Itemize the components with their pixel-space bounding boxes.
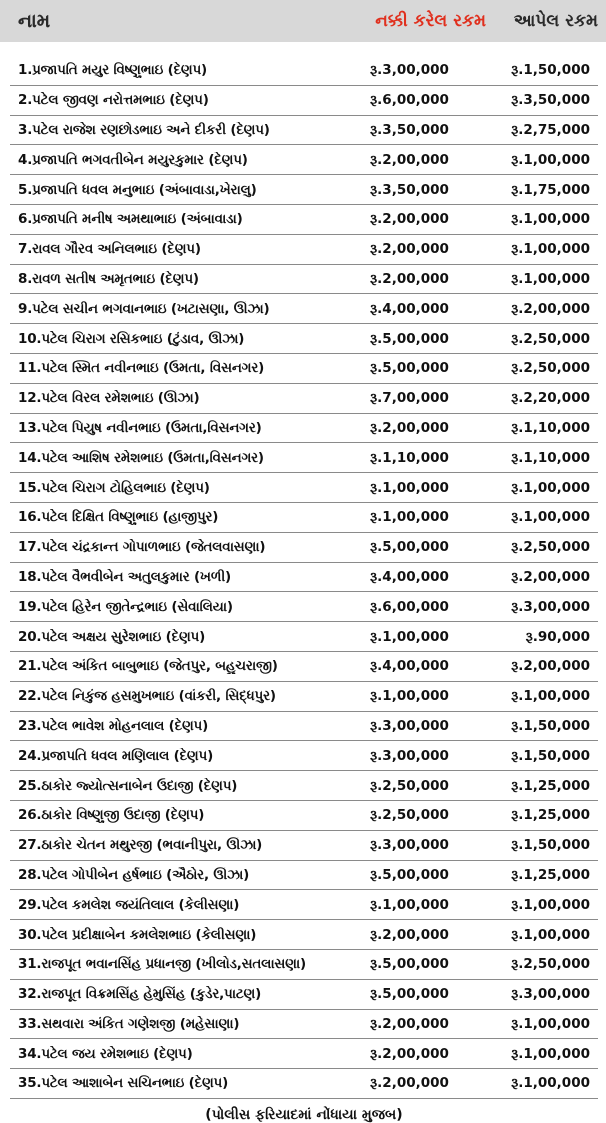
row-name: 11.પટેલ સ્મિત નવીનભાઇ (ઉમતા, વિસનગર) bbox=[18, 360, 265, 377]
table-row bbox=[10, 801, 598, 831]
table-row bbox=[10, 1010, 598, 1040]
row-name: 30.પટેલ પ્રદીક્ષાબેન કમલેશભાઇ (કેલીસણા) bbox=[18, 926, 257, 943]
row-name: 32.રાજપૂત વિક્રમસિંહ હેમુસિંહ (કુડેર,પાટણ) bbox=[18, 986, 262, 1003]
row-name: 33.સથવારા અંકિત ગણેશજી (મહેસાણા) bbox=[18, 1015, 240, 1032]
row-fixed-amount: રૂ.3,00,000 bbox=[370, 747, 449, 764]
row-fixed-amount: રૂ.3,00,000 bbox=[370, 837, 449, 854]
row-paid-amount: રૂ.1,00,000 bbox=[511, 270, 590, 287]
row-name: 24.પ્રજાપતિ ધવલ મણિલાલ (દેણપ) bbox=[18, 747, 214, 764]
row-paid-amount: રૂ.1,00,000 bbox=[511, 211, 590, 228]
row-paid-amount: રૂ.3,00,000 bbox=[511, 986, 590, 1003]
row-name: 4.પ્રજાપતિ ભગવતીબેન મયુરકુમાર (દેણપ) bbox=[18, 151, 248, 168]
table-row bbox=[10, 116, 598, 146]
row-name: 7.રાવલ ગૌરવ અનિલભાઇ (દેણપ) bbox=[18, 241, 201, 258]
row-fixed-amount: રૂ.2,00,000 bbox=[370, 926, 449, 943]
table-row bbox=[10, 324, 598, 354]
table-body bbox=[10, 56, 598, 1099]
row-paid-amount: રૂ.2,50,000 bbox=[511, 330, 590, 347]
row-paid-amount: રૂ.1,00,000 bbox=[511, 479, 590, 496]
row-name: 13.પટેલ પિયુષ નવીનભાઇ (ઉમતા,વિસનગર) bbox=[18, 419, 262, 436]
row-paid-amount: રૂ.1,00,000 bbox=[511, 1045, 590, 1062]
row-paid-amount: રૂ.1,10,000 bbox=[511, 419, 590, 436]
table-row bbox=[10, 503, 598, 533]
row-fixed-amount: રૂ.3,00,000 bbox=[370, 717, 449, 734]
row-paid-amount: રૂ.90,000 bbox=[525, 628, 590, 645]
row-name: 2.પટેલ જીવણ નરોત્તમભાઇ (દેણપ) bbox=[18, 92, 209, 109]
table-row bbox=[10, 741, 598, 771]
row-paid-amount: રૂ.1,75,000 bbox=[511, 181, 590, 198]
table-row bbox=[10, 1039, 598, 1069]
row-name: 34.પટેલ જય રમેશભાઇ (દેણપ) bbox=[18, 1045, 193, 1062]
table-row bbox=[10, 414, 598, 444]
row-fixed-amount: રૂ.2,00,000 bbox=[370, 270, 449, 287]
row-fixed-amount: રૂ.5,00,000 bbox=[370, 330, 449, 347]
table-row bbox=[10, 384, 598, 414]
row-paid-amount: રૂ.2,00,000 bbox=[511, 658, 590, 675]
header-paid-amount: આપેલ રકમ bbox=[513, 11, 598, 31]
row-fixed-amount: રૂ.1,00,000 bbox=[370, 896, 449, 913]
table-row bbox=[10, 682, 598, 712]
row-name: 1.પ્રજાપતિ મયુર વિષ્ણુભાઇ (દેણપ) bbox=[18, 62, 208, 79]
row-name: 15.પટેલ ચિરાગ ટોહિલભાઇ (દેણપ) bbox=[18, 479, 210, 496]
row-fixed-amount: રૂ.5,00,000 bbox=[370, 360, 449, 377]
table-row bbox=[10, 1069, 598, 1099]
table-row bbox=[10, 592, 598, 622]
row-fixed-amount: રૂ.5,00,000 bbox=[370, 986, 449, 1003]
row-paid-amount: રૂ.1,00,000 bbox=[511, 1075, 590, 1092]
row-paid-amount: રૂ.1,00,000 bbox=[511, 151, 590, 168]
row-name: 17.પટેલ ચંદ્રકાન્ત ગોપાળભાઇ (જેતલવાસણા) bbox=[18, 539, 266, 556]
table-row bbox=[10, 980, 598, 1010]
row-fixed-amount: રૂ.4,00,000 bbox=[370, 568, 449, 585]
row-fixed-amount: રૂ.1,10,000 bbox=[370, 449, 449, 466]
row-fixed-amount: રૂ.4,00,000 bbox=[370, 658, 449, 675]
row-fixed-amount: રૂ.1,00,000 bbox=[370, 509, 449, 526]
row-fixed-amount: રૂ.1,00,000 bbox=[370, 479, 449, 496]
row-name: 16.પટેલ દિક્ષિત વિષ્ણુભાઇ (હાજીપુર) bbox=[18, 509, 219, 526]
row-paid-amount: રૂ.1,50,000 bbox=[511, 717, 590, 734]
row-paid-amount: રૂ.2,50,000 bbox=[511, 360, 590, 377]
table-row bbox=[10, 533, 598, 563]
row-fixed-amount: રૂ.2,00,000 bbox=[370, 211, 449, 228]
table-row bbox=[10, 950, 598, 980]
table-row bbox=[10, 265, 598, 295]
row-paid-amount: રૂ.1,10,000 bbox=[511, 449, 590, 466]
table-row bbox=[10, 205, 598, 235]
row-fixed-amount: રૂ.2,50,000 bbox=[370, 777, 449, 794]
table-row bbox=[10, 235, 598, 265]
table-row bbox=[10, 712, 598, 742]
row-fixed-amount: રૂ.5,00,000 bbox=[370, 956, 449, 973]
row-fixed-amount: રૂ.3,50,000 bbox=[370, 181, 449, 198]
row-paid-amount: રૂ.2,50,000 bbox=[511, 956, 590, 973]
row-name: 20.પટેલ અક્ષય સુરેશભાઇ (દેણપ) bbox=[18, 628, 206, 645]
row-fixed-amount: રૂ.2,00,000 bbox=[370, 1045, 449, 1062]
row-fixed-amount: રૂ.5,00,000 bbox=[370, 539, 449, 556]
row-name: 28.પટેલ ગોપીબેન હર્ષભાઇ (ઐઠોર, ઊંઝા) bbox=[18, 866, 250, 883]
row-fixed-amount: રૂ.5,00,000 bbox=[370, 866, 449, 883]
row-fixed-amount: રૂ.2,00,000 bbox=[370, 151, 449, 168]
row-fixed-amount: રૂ.3,00,000 bbox=[370, 62, 449, 79]
table-row bbox=[10, 890, 598, 920]
header-name: નામ bbox=[18, 10, 51, 32]
row-fixed-amount: રૂ.2,00,000 bbox=[370, 241, 449, 258]
row-paid-amount: રૂ.1,25,000 bbox=[511, 807, 590, 824]
row-paid-amount: રૂ.1,00,000 bbox=[511, 1015, 590, 1032]
row-name: 6.પ્રજાપતિ મનીષ અમથાભાઇ (અંબાવાડા) bbox=[18, 211, 243, 228]
row-paid-amount: રૂ.2,50,000 bbox=[511, 539, 590, 556]
row-paid-amount: રૂ.1,50,000 bbox=[511, 837, 590, 854]
row-name: 5.પ્રજાપતિ ધવલ મનુભાઇ (અંબાવાડા,ખેરાલુ) bbox=[18, 181, 257, 198]
row-name: 19.પટેલ હિરેન જીતેન્દ્રભાઇ (સેવાલિયા) bbox=[18, 598, 233, 615]
table-row bbox=[10, 771, 598, 801]
row-name: 29.પટેલ કમલેશ જયંતિલાલ (કેલીસણા) bbox=[18, 896, 240, 913]
row-fixed-amount: રૂ.4,00,000 bbox=[370, 300, 449, 317]
table-row bbox=[10, 56, 598, 86]
row-fixed-amount: રૂ.3,50,000 bbox=[370, 121, 449, 138]
row-paid-amount: રૂ.2,00,000 bbox=[511, 568, 590, 585]
table-row bbox=[10, 831, 598, 861]
row-name: 23.પટેલ ભાવેશ મોહનલાલ (દેણપ) bbox=[18, 717, 209, 734]
row-name: 25.ઠાકોર જ્યોત્સનાબેન ઉદાજી (દેણપ) bbox=[18, 777, 238, 794]
row-paid-amount: રૂ.1,00,000 bbox=[511, 509, 590, 526]
table-row bbox=[10, 861, 598, 891]
row-paid-amount: રૂ.1,00,000 bbox=[511, 926, 590, 943]
table-row bbox=[10, 920, 598, 950]
row-name: 12.પટેલ વિરલ રમેશભાઇ (ઊંઝા) bbox=[18, 390, 200, 407]
table-header bbox=[0, 0, 606, 42]
row-fixed-amount: રૂ.2,00,000 bbox=[370, 1015, 449, 1032]
row-paid-amount: રૂ.1,00,000 bbox=[511, 241, 590, 258]
table-row bbox=[10, 622, 598, 652]
row-paid-amount: રૂ.1,25,000 bbox=[511, 866, 590, 883]
header-fixed-amount: નક્કી કરેલ રકમ bbox=[375, 11, 486, 31]
row-paid-amount: રૂ.3,50,000 bbox=[511, 92, 590, 109]
table-row bbox=[10, 145, 598, 175]
row-paid-amount: રૂ.1,00,000 bbox=[511, 896, 590, 913]
row-name: 3.પટેલ રાજેશ રણછોડભાઇ અને દીકરી (દેણપ) bbox=[18, 121, 270, 138]
table-row bbox=[10, 443, 598, 473]
row-fixed-amount: રૂ.2,00,000 bbox=[370, 1075, 449, 1092]
table-row bbox=[10, 473, 598, 503]
row-paid-amount: રૂ.2,75,000 bbox=[511, 121, 590, 138]
row-name: 8.રાવળ સતીષ અમૃતભાઇ (દેણપ) bbox=[18, 270, 199, 287]
footer-note: (પોલીસ ફરિયાદમાં નોંધાયા મુજબ) bbox=[205, 1106, 403, 1123]
row-paid-amount: રૂ.1,50,000 bbox=[511, 62, 590, 79]
table-row bbox=[10, 652, 598, 682]
table-row bbox=[10, 563, 598, 593]
row-fixed-amount: રૂ.1,00,000 bbox=[370, 688, 449, 705]
row-fixed-amount: રૂ.7,00,000 bbox=[370, 390, 449, 407]
row-fixed-amount: રૂ.2,50,000 bbox=[370, 807, 449, 824]
row-paid-amount: રૂ.2,00,000 bbox=[511, 300, 590, 317]
row-name: 31.રાજપૂત ભવાનસિંહ પ્રધાનજી (ખીલોડ,સતલાસણા) bbox=[18, 956, 307, 973]
row-name: 18.પટેલ વૈભવીબેન અતુલકુમાર (ખળી) bbox=[18, 568, 231, 585]
row-name: 21.પટેલ અંકિત બાબુભાઇ (જેતપુર, બહુચરાજી) bbox=[18, 658, 278, 675]
row-fixed-amount: રૂ.2,00,000 bbox=[370, 419, 449, 436]
row-fixed-amount: રૂ.6,00,000 bbox=[370, 598, 449, 615]
table-row bbox=[10, 354, 598, 384]
row-name: 22.પટેલ નિકુંજ હસમુખભાઇ (વાંકરી, સિદ્ધપુર) bbox=[18, 688, 276, 705]
row-paid-amount: રૂ.1,00,000 bbox=[511, 688, 590, 705]
row-name: 9.પટેલ સચીન ભગવાનભાઇ (ખટાસણા, ઊંઝા) bbox=[18, 300, 270, 317]
row-name: 26.ઠાકોર વિષ્ણુજી ઉદાજી (દેણપ) bbox=[18, 807, 205, 824]
row-name: 10.પટેલ ચિરાગ રસિકભાઇ (ટુંડાવ, ઊંઝા) bbox=[18, 330, 245, 347]
row-fixed-amount: રૂ.1,00,000 bbox=[370, 628, 449, 645]
row-fixed-amount: રૂ.6,00,000 bbox=[370, 92, 449, 109]
row-name: 27.ઠાકોર ચેતન મથુરજી (ભવાનીપુરા, ઊંઝા) bbox=[18, 837, 263, 854]
row-name: 35.પટેલ આશાબેન સચિનભાઇ (દેણપ) bbox=[18, 1075, 229, 1092]
table-row bbox=[10, 86, 598, 116]
table-row bbox=[10, 175, 598, 205]
row-paid-amount: રૂ.1,25,000 bbox=[511, 777, 590, 794]
row-paid-amount: રૂ.2,20,000 bbox=[511, 390, 590, 407]
row-name: 14.પટેલ આશિષ રમેશભાઇ (ઉમતા,વિસનગર) bbox=[18, 449, 264, 466]
table-row bbox=[10, 294, 598, 324]
row-paid-amount: રૂ.3,00,000 bbox=[511, 598, 590, 615]
row-paid-amount: રૂ.1,50,000 bbox=[511, 747, 590, 764]
